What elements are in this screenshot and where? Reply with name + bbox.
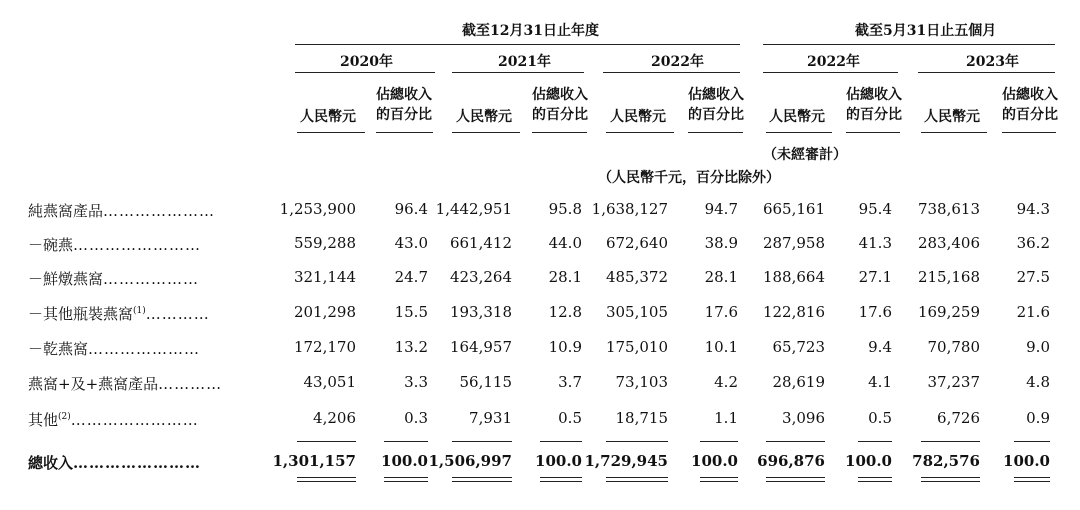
table-cell: 100.0: [1003, 452, 1050, 470]
total-rule: [1014, 477, 1050, 478]
total-rule: [921, 481, 980, 482]
year-rule-2021: [452, 72, 584, 73]
table-cell: 3,096: [782, 409, 825, 427]
total-rule: [606, 477, 668, 478]
total-rule: [297, 481, 356, 482]
col-rule: [1002, 132, 1056, 133]
table-cell: 94.7: [704, 200, 738, 218]
col-pct-2022-five-months: 佔總收入 的百分比: [846, 87, 902, 123]
total-rule: [297, 441, 356, 442]
table-cell: 24.7: [394, 268, 428, 286]
col-rule: [532, 132, 587, 133]
col-rule: [688, 132, 743, 133]
table-cell: 17.6: [858, 303, 892, 321]
year-rule-2022: [603, 72, 740, 73]
table-cell: 41.3: [858, 234, 892, 252]
table-cell: 175,010: [605, 338, 668, 356]
table-cell: 1,729,945: [584, 452, 668, 470]
table-cell: 3.7: [558, 373, 582, 391]
table-cell: 43,051: [303, 373, 356, 391]
table-cell: 305,105: [605, 303, 668, 321]
table-cell: 321,144: [293, 268, 356, 286]
table-cell: 559,288: [293, 234, 356, 252]
total-rule: [1014, 481, 1050, 482]
table-cell: 7,931: [469, 409, 512, 427]
table-cell: 38.9: [704, 234, 738, 252]
col-rule: [376, 132, 433, 133]
year-header-2022: 2022年: [651, 54, 704, 70]
table-cell: 6,726: [937, 409, 980, 427]
col-pct-2021: 佔總收入 的百分比: [532, 87, 588, 123]
table-cell: 56,115: [459, 373, 512, 391]
row-label: 其他$^{(2)}$……………………: [28, 411, 199, 429]
col-rule: [846, 132, 900, 133]
table-cell: 1,253,900: [279, 200, 356, 218]
table-cell: 665,161: [762, 200, 825, 218]
total-rule: [766, 477, 825, 478]
table-cell: 36.2: [1016, 234, 1050, 252]
total-rule: [452, 481, 512, 482]
year-rule-2022-five-months: [763, 72, 898, 73]
table-cell: 100.0: [691, 452, 738, 470]
total-rule: [452, 477, 512, 478]
table-cell: 37,237: [927, 373, 980, 391]
total-rule: [858, 481, 892, 482]
table-cell: 0.5: [558, 409, 582, 427]
table-cell: 782,576: [912, 452, 980, 470]
table-cell: 0.9: [1026, 409, 1050, 427]
col-pct-2022: 佔總收入 的百分比: [688, 87, 744, 123]
col-pct-2023-five-months: 佔總收入 的百分比: [1002, 87, 1058, 123]
total-rule: [606, 481, 668, 482]
col-rule: [766, 132, 832, 133]
table-cell: 15.5: [394, 303, 428, 321]
table-cell: 738,613: [917, 200, 980, 218]
table-cell: 122,816: [762, 303, 825, 321]
table-cell: 28,619: [772, 373, 825, 391]
table-cell: 96.4: [394, 200, 428, 218]
year-rule-2020: [295, 72, 435, 73]
total-rule: [606, 441, 668, 442]
table-cell: 100.0: [535, 452, 582, 470]
total-rule: [297, 477, 356, 478]
total-rule: [540, 441, 582, 442]
year-header-2020: 2020年: [340, 54, 393, 70]
row-label: －其他瓶裝燕窩$^{(1)}$…………: [28, 305, 210, 323]
total-rule: [700, 441, 738, 442]
table-cell: 70,780: [927, 338, 980, 356]
col-rule: [606, 132, 674, 133]
total-rule: [700, 477, 738, 478]
total-rule: [921, 441, 980, 442]
total-rule: [384, 481, 428, 482]
table-cell: 672,640: [605, 234, 668, 252]
col-rmb-2023-five-months: 人民幣元: [924, 109, 980, 125]
col-rmb-2022-five-months: 人民幣元: [769, 109, 825, 125]
table-cell: 27.5: [1016, 268, 1050, 286]
table-cell: 65,723: [772, 338, 825, 356]
table-cell: 44.0: [548, 234, 582, 252]
table-cell: 1,442,951: [435, 200, 512, 218]
table-cell: 100.0: [381, 452, 428, 470]
table-cell: 0.3: [404, 409, 428, 427]
table-cell: 43.0: [394, 234, 428, 252]
year-header-2022-five-months: 2022年: [807, 54, 860, 70]
table-cell: 1,638,127: [591, 200, 668, 218]
table-cell: 1.1: [714, 409, 738, 427]
table-cell: 164,957: [449, 338, 512, 356]
table-cell: 696,876: [757, 452, 825, 470]
group-rule-full-year: [295, 44, 740, 45]
table-cell: 27.1: [858, 268, 892, 286]
total-rule: [540, 477, 582, 478]
table-cell: 21.6: [1016, 303, 1050, 321]
col-rmb-2022: 人民幣元: [610, 109, 666, 125]
table-cell: 661,412: [449, 234, 512, 252]
table-cell: 188,664: [762, 268, 825, 286]
table-cell: 1,506,997: [428, 452, 512, 470]
group-header-five-months: 截至5月31日止五個月: [855, 23, 997, 39]
table-cell: 172,170: [293, 338, 356, 356]
table-cell: 287,958: [762, 234, 825, 252]
table-cell: 169,259: [917, 303, 980, 321]
table-cell: 12.8: [548, 303, 582, 321]
table-cell: 94.3: [1016, 200, 1050, 218]
table-cell: 4.8: [1026, 373, 1050, 391]
year-header-2023-five-months: 2023年: [966, 54, 1019, 70]
table-cell: 13.2: [394, 338, 428, 356]
total-rule: [858, 441, 892, 442]
table-cell: 10.1: [704, 338, 738, 356]
total-rule: [384, 477, 428, 478]
table-cell: 201,298: [293, 303, 356, 321]
year-rule-2023-five-months: [918, 72, 1055, 73]
table-cell: 215,168: [917, 268, 980, 286]
units-note: （人民幣千元，百分比除外）: [598, 170, 780, 186]
table-cell: 73,103: [615, 373, 668, 391]
table-cell: 9.4: [868, 338, 892, 356]
total-rule: [384, 441, 428, 442]
total-rule: [766, 441, 825, 442]
table-cell: 17.6: [704, 303, 738, 321]
row-label: 總收入……………………: [28, 454, 202, 472]
col-rule: [452, 132, 520, 133]
group-rule-five-months: [763, 44, 1055, 45]
total-rule: [766, 481, 825, 482]
group-header-full-year: 截至12月31日止年度: [462, 23, 599, 39]
total-rule: [921, 477, 980, 478]
table-cell: 4.2: [714, 373, 738, 391]
table-cell: 283,406: [917, 234, 980, 252]
col-rmb-2020: 人民幣元: [300, 109, 356, 125]
table-cell: 4.1: [868, 373, 892, 391]
total-rule: [452, 441, 512, 442]
table-cell: 28.1: [548, 268, 582, 286]
total-rule: [700, 481, 738, 482]
total-rule: [858, 477, 892, 478]
table-cell: 193,318: [449, 303, 512, 321]
table-cell: 9.0: [1026, 338, 1050, 356]
table-cell: 423,264: [449, 268, 512, 286]
row-label: 純燕窩產品…………………: [28, 202, 216, 220]
col-rule: [921, 132, 987, 133]
col-rmb-2021: 人民幣元: [456, 109, 512, 125]
table-cell: 485,372: [605, 268, 668, 286]
row-label: －乾燕窩…………………: [28, 340, 201, 358]
unaudited-note: （未經審計）: [763, 147, 847, 163]
col-rule: [297, 132, 365, 133]
table-cell: 0.5: [868, 409, 892, 427]
table-cell: 100.0: [845, 452, 892, 470]
row-label: －鮮燉燕窩………………: [28, 270, 200, 288]
table-cell: 95.8: [548, 200, 582, 218]
table-cell: 4,206: [313, 409, 356, 427]
table-cell: 1,301,157: [272, 452, 356, 470]
table-cell: 95.4: [858, 200, 892, 218]
row-label: －碗燕……………………: [28, 236, 202, 254]
total-rule: [1014, 441, 1050, 442]
row-label: 燕窩+及+燕窩產品…………: [28, 375, 223, 393]
total-rule: [540, 481, 582, 482]
table-cell: 18,715: [615, 409, 668, 427]
col-pct-2020: 佔總收入 的百分比: [376, 87, 432, 123]
table-cell: 28.1: [704, 268, 738, 286]
year-header-2021: 2021年: [498, 54, 551, 70]
table-cell: 3.3: [404, 373, 428, 391]
table-cell: 10.9: [548, 338, 582, 356]
